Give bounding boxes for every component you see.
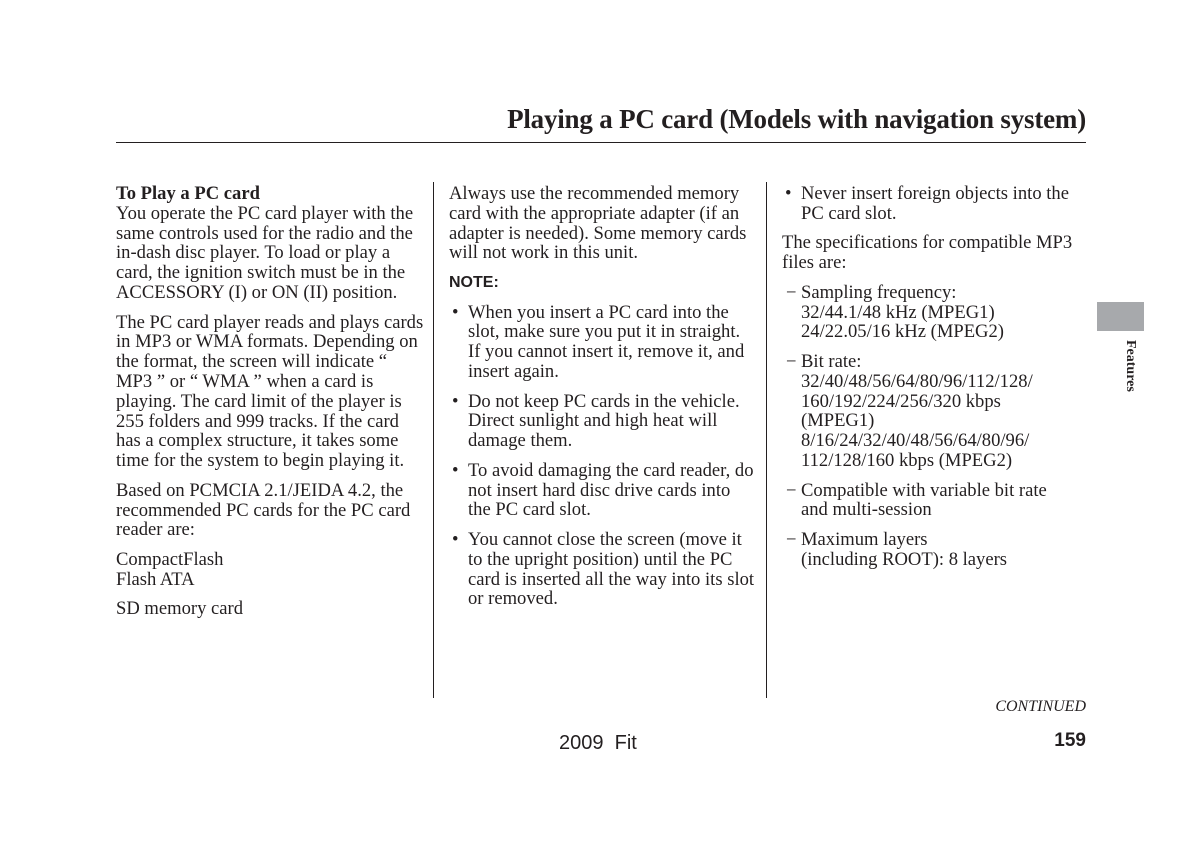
column-divider-2 [766,182,767,698]
paragraph-memory-card: Always use the recommended memory card with the appropriate adapter (if an adapter is needed). Some memory cards will not work in this unit. [449,183,747,264]
page-title: Playing a PC card (Models with navigation system) [507,104,1086,134]
paragraph-specs: The specifications for compatible MP3 files are: [782,232,1073,274]
dash-icon: − [786,479,797,501]
bullet-icon: • [452,301,459,323]
spec-bit-rate: − Bit rate: 32/40/48/56/64/80/96/112/128/ 160/192/224/256/320 kbps (MPEG1) 8/16/24/32/40/48/56/64/80/96/ 112/128/160 kbps (MPEG2) [786,350,1033,471]
bullet-icon: • [785,183,792,204]
dash-icon: − [786,528,797,550]
card-type-flash-ata: Flash ATA [116,568,195,590]
section-tab-label: Features [1123,340,1138,392]
paragraph-formats: The PC card player reads and plays cards in MP3 or WMA formats. Depending on the format, the screen will indicate “ MP3 ” or “ WMA ” when a card is playing. The card limit of the player is 255 folders and 999 tracks. If the card has a complex structure, it takes some time for the system to begin playing it. [116,311,424,472]
bullet-icon: • [452,459,459,481]
list-item: • Do not keep PC cards in the vehicle. Direct sunlight and high heat will damage them. [452,390,740,452]
dash-icon: − [786,281,797,303]
column-1 [116,184,426,629]
list-item: • When you insert a PC card into the slot, make sure you put it in straight. If you cannot insert it, remove it, and insert again. [452,301,745,382]
footer-model: 2009 Fit [559,732,637,754]
dash-icon: − [786,350,797,372]
spec-sampling-frequency: − Sampling frequency: 32/44.1/48 kHz (MPEG1) 24/22.05/16 kHz (MPEG2) [786,281,1004,343]
bullet-icon: • [452,390,459,412]
column-3 [782,184,1082,579]
column-divider-1 [433,182,434,698]
spec-list [782,283,1082,570]
column-2 [449,184,757,619]
section-tab [1097,302,1144,331]
title-rule [116,142,1086,143]
card-type-compactflash: CompactFlash [116,548,224,570]
list-item: • To avoid damaging the card reader, do not insert hard disc drive cards into the PC card slot. [452,459,754,521]
note-label: NOTE: [449,273,499,291]
list-item: • You cannot close the screen (move it to the upright position) until the PC card is inserted all the way into its slot or removed. [452,528,755,610]
bullet-icon: • [452,528,459,550]
paragraph-intro: You operate the PC card player with the same controls used for the radio and the in-dash disc player. To load or play a card, the ignition switch must be in the ACCESSORY (I) or ON (II) position. [116,202,414,303]
spec-maximum-layers: − Maximum layers (including ROOT): 8 layers [786,528,1008,570]
list-item: • Never insert foreign objects into the PC card slot. [785,183,1069,224]
page-number: 159 [1054,730,1086,751]
continued-label: CONTINUED [995,698,1086,715]
paragraph-recommended: Based on PCMCIA 2.1/JEIDA 4.2, the recommended PC cards for the PC card reader are: [116,479,411,541]
card-type-sd: SD memory card [116,598,244,620]
section-heading: To Play a PC card [116,183,260,204]
spec-variable-bit-rate: − Compatible with variable bit rate and multi-session [786,479,1047,521]
note-list [449,303,757,610]
